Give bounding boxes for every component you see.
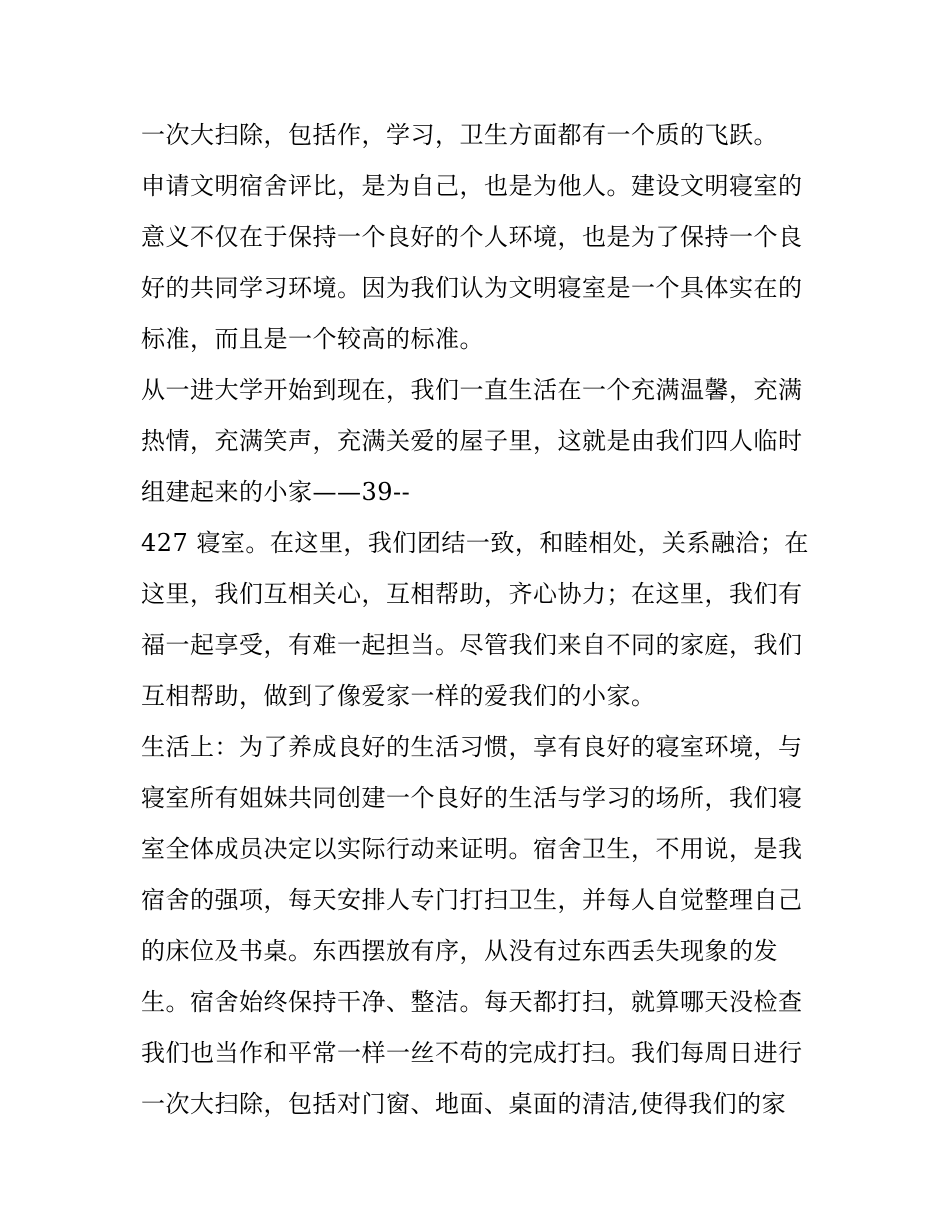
text-line: 一次大扫除，包括对门窗、地面、桌面的清洁,使得我们的家 [141,1090,787,1118]
text-line: 申请文明宿舍评比，是为自己，也是为他人。建设文明寝室的 [141,172,803,200]
text-line: 生活上：为了养成良好的生活习惯，享有良好的寝室环境，与 [141,733,803,761]
text-line: 热情，充满笑声，充满关爱的屋子里，这就是由我们四人临时 [141,427,803,455]
text-line: 室全体成员决定以实际行动来证明。宿舍卫生，不用说，是我 [141,835,803,863]
text-line: 福一起享受，有难一起担当。尽管我们来自不同的家庭，我们 [141,631,803,659]
text-line: 标准，而且是一个较高的标准。 [141,325,484,353]
text-line: 一次大扫除，包括作，学习，卫生方面都有一个质的飞跃。 [141,121,778,149]
text-line: 互相帮助，做到了像爱家一样的爱我们的小家。 [141,682,656,710]
text-line: 生。宿舍始终保持干净、整洁。每天都打扫，就算哪天没检查 [141,988,803,1016]
text-line: 我们也当作和平常一样一丝不苟的完成打扫。我们每周日进行 [141,1039,803,1067]
text-line: 427 寝室。在这里，我们团结一致，和睦相处，关系融洽；在 [141,529,809,557]
text-line: 意义不仅在于保持一个良好的个人环境，也是为了保持一个良 [141,223,803,251]
text-line: 好的共同学习环境。因为我们认为文明寝室是一个具体实在的 [141,274,803,302]
text-line: 这里，我们互相关心，互相帮助，齐心协力；在这里，我们有 [141,580,803,608]
document-body [141,110,821,1130]
text-line: 的床位及书桌。东西摆放有序，从没有过东西丢失现象的发 [141,937,778,965]
text-line: 宿舍的强项，每天安排人专门打扫卫生，并每人自觉整理自己 [141,886,803,914]
text-line: 从一进大学开始到现在，我们一直生活在一个充满温馨，充满 [141,376,803,404]
text-line: 组建起来的小家——39-- [141,478,411,506]
text-line: 寝室所有姐妹共同创建一个良好的生活与学习的场所，我们寝 [141,784,803,812]
